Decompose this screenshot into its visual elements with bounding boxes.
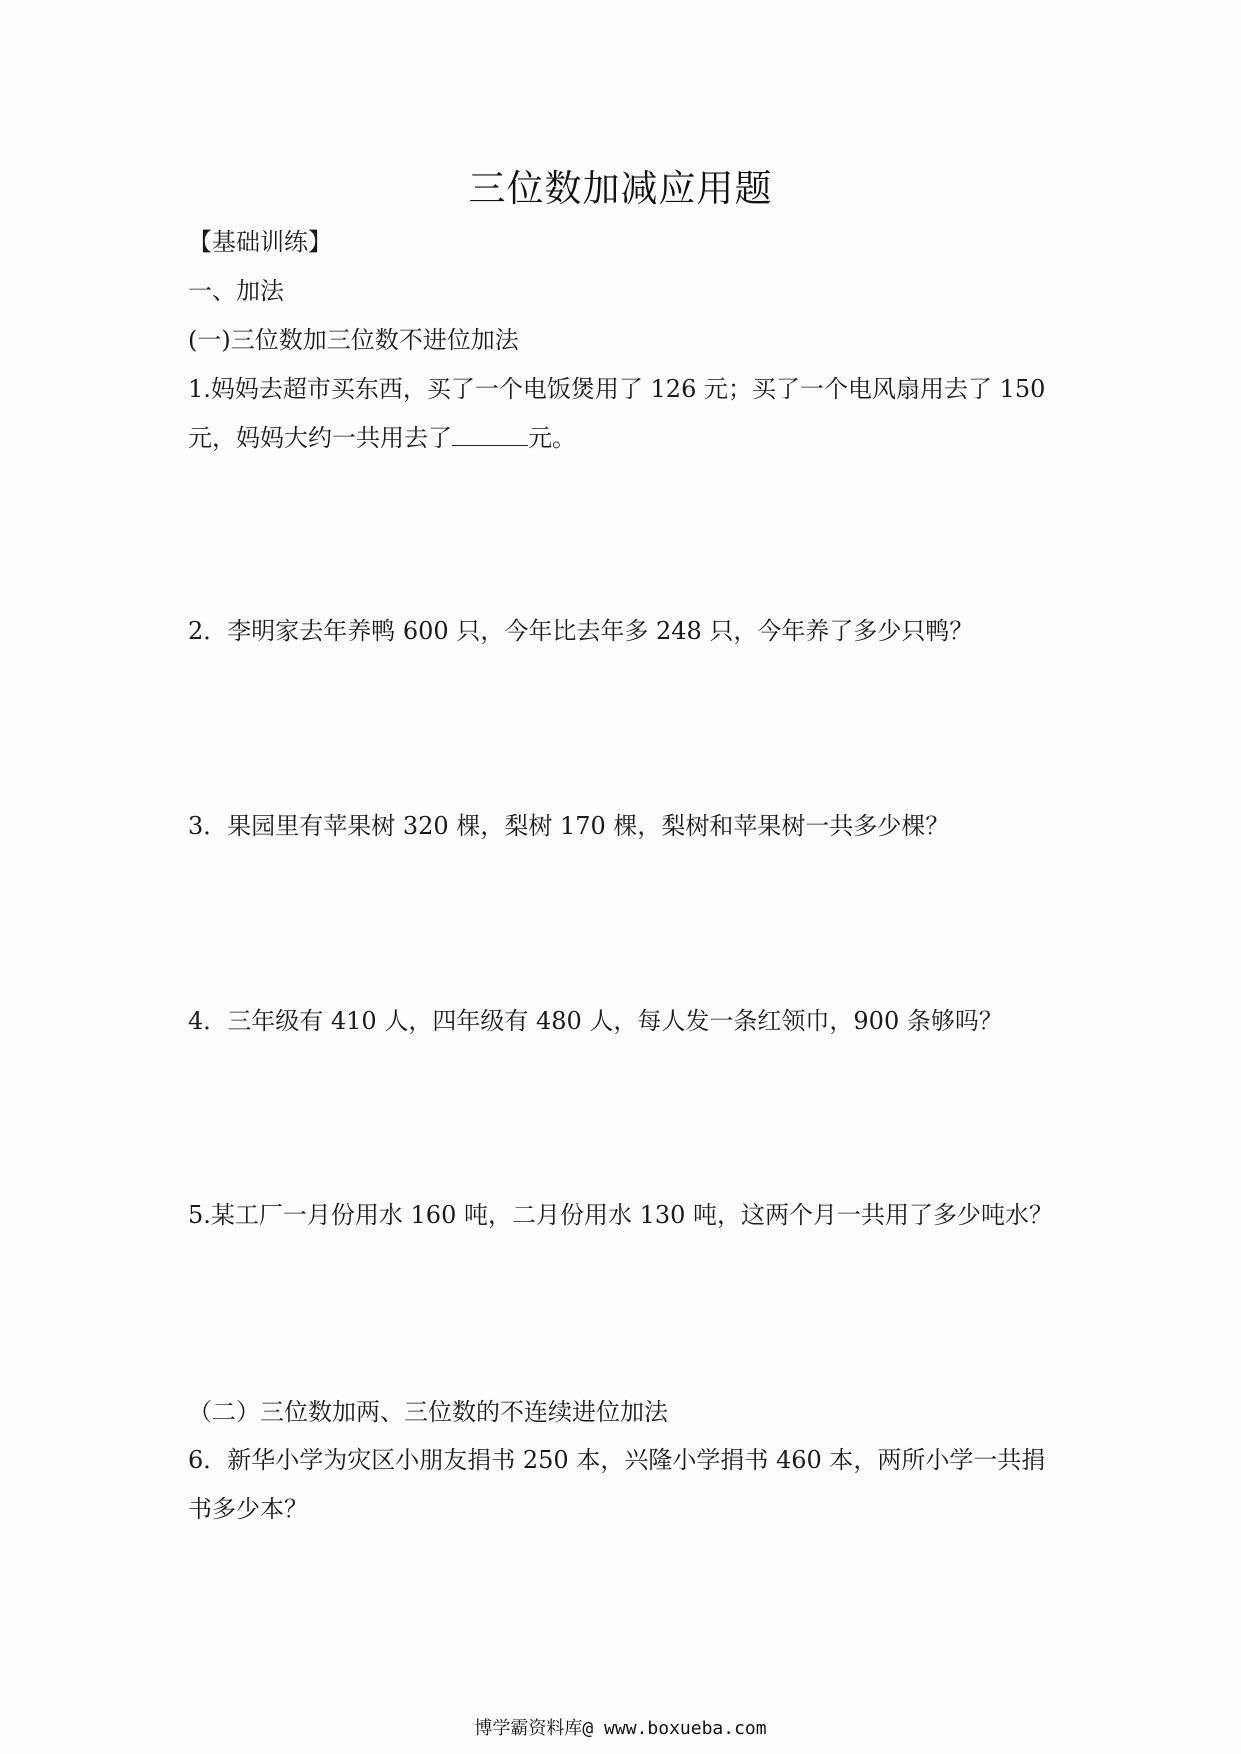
question-1-text-before-blank: 元，妈妈大约一共用去了: [188, 424, 452, 452]
question-1-text-after-blank: 元。: [528, 424, 576, 452]
question-2: 2．李明家去年养鸭 600 只，今年比去年多 248 只，今年养了多少只鸭？: [188, 617, 974, 645]
footer-watermark: 博学霸资料库@ www.boxueba.com: [474, 1718, 767, 1739]
question-1-line-1: 1.妈妈去超市买东西，买了一个电饭煲用了 126 元；买了一个电风扇用去了 150: [188, 375, 1046, 403]
page-title: 三位数加减应用题: [468, 167, 773, 210]
question-3: 3．果园里有苹果树 320 棵，梨树 170 棵，梨树和苹果树一共多少棵？: [188, 812, 950, 840]
question-6-line-2: 书多少本？: [188, 1495, 308, 1523]
question-4: 4．三年级有 410 人，四年级有 480 人，每人发一条红领巾，900 条够吗？: [188, 1007, 1003, 1035]
answer-blank[interactable]: [452, 425, 528, 446]
part-heading-addition: 一、加法: [188, 277, 284, 305]
question-6-line-1: 6．新华小学为灾区小朋友捐书 250 本，兴隆小学捐书 460 本，两所小学一共捐: [188, 1446, 1046, 1474]
question-5: 5.某工厂一月份用水 160 吨，二月份用水 130 吨，这两个月一共用了多少吨水？: [188, 1201, 1054, 1229]
section-label: 【基础训练】: [188, 228, 332, 256]
question-1-line-2: [188, 424, 576, 452]
subsection-heading-no-carry: (一)三位数加三位数不进位加法: [188, 326, 519, 354]
subsection-heading-carry: （二）三位数加两、三位数的不连续进位加法: [188, 1398, 668, 1426]
